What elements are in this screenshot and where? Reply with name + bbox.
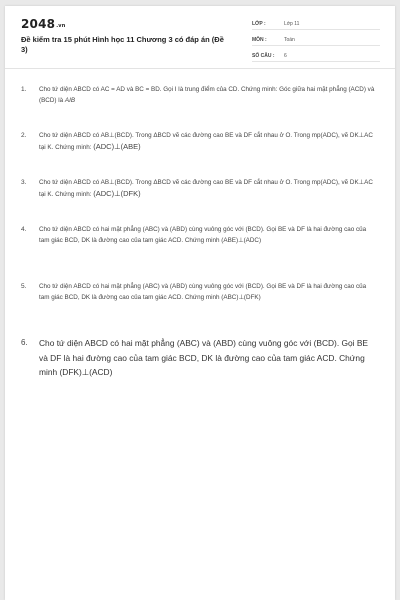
question-text xyxy=(39,336,377,380)
question-item xyxy=(21,130,381,153)
question-item xyxy=(21,177,381,200)
meta-label: LỚP : xyxy=(252,21,266,27)
site-logo[interactable] xyxy=(21,17,66,31)
question-text-part: Cho tứ diện ABCD có hai mặt phẳng (ABC) và (ABD) cùng vuông góc với (BCD). Gọi BE và DF là hai đường cao của tam giác BCD, DK là đường cao của tam giác ACD. Chứng minh (ABE)⊥(ADC) xyxy=(39,226,367,244)
question-text xyxy=(39,130,377,153)
meta-value: Lớp 11 xyxy=(284,21,300,27)
question-number: 6. xyxy=(21,338,28,347)
question-text xyxy=(39,84,377,106)
question-text-part: Cho tứ diện ABCD có AB⊥(BCD). Trong ΔBCD vẽ các đường cao BE và DF cắt nhau ở O. Trong mp(ADC), vẽ DK⊥AC tại K. Chứng minh: xyxy=(39,179,373,198)
meta-value: 6 xyxy=(284,53,287,59)
question-item xyxy=(21,84,381,106)
meta-label: SỐ CÂU : xyxy=(252,53,275,59)
question-text-part: Cho tứ diện ABCD có hai mặt phẳng (ABC) và (ABD) cùng vuông góc với (BCD). Gọi BE và DF là hai đường cao của tam giác BCD, DK là đường cao của tam giác ACD. Chứng minh (DFK)⊥(ACD) xyxy=(39,338,369,377)
meta-info xyxy=(252,18,380,66)
math-expression: (ADC)⊥(ABE) xyxy=(93,142,141,151)
meta-value: Toán xyxy=(284,37,295,43)
question-text xyxy=(39,177,377,200)
question-text xyxy=(39,224,377,246)
question-item xyxy=(21,336,381,380)
question-number: 5. xyxy=(21,283,27,290)
question-number: 3. xyxy=(21,179,27,186)
question-item xyxy=(21,224,381,246)
math-expression: AIB xyxy=(64,97,76,104)
document-page xyxy=(5,6,395,600)
meta-row-class xyxy=(252,18,380,30)
header-divider xyxy=(5,68,395,69)
logo-text: 2048 xyxy=(21,17,56,31)
question-text xyxy=(39,281,377,303)
question-item xyxy=(21,281,381,303)
document-title: Đề kiểm tra 15 phút Hình học 11 Chương 3 có đáp án (Đề 3) xyxy=(21,35,224,54)
question-text-part: Cho tứ diện ABCD có hai mặt phẳng (ABC) và (ABD) cùng vuông góc với (BCD). Gọi BE và DF là hai đường cao của tam giác BCD, DK là đường cao của tam giác ACD. Chứng minh (ABC)⊥(DFK) xyxy=(39,283,367,301)
document-header xyxy=(5,6,395,66)
math-expression: (ADC)⊥(DFK) xyxy=(93,189,141,198)
meta-row-count xyxy=(252,50,380,62)
question-number: 1. xyxy=(21,86,27,93)
question-number: 2. xyxy=(21,132,27,139)
question-text-part: Cho tứ diện ABCD có AB⊥(BCD). Trong ΔBCD vẽ các đường cao BE và DF cắt nhau ở O. Trong mp(ADC), vẽ DK⊥AC tại K. Chứng minh: xyxy=(39,132,373,151)
logo-tld: .vn xyxy=(56,23,66,29)
question-text-part: Cho tứ diện ABCD có AC = AD và BC = BD. Gọi I là trung điểm của CD. Chứng minh: Góc giữa hai mặt phẳng (ACD) và (BCD) là xyxy=(39,86,375,104)
meta-label: MÔN : xyxy=(252,37,267,43)
meta-row-subject xyxy=(252,34,380,46)
question-number: 4. xyxy=(21,226,27,233)
